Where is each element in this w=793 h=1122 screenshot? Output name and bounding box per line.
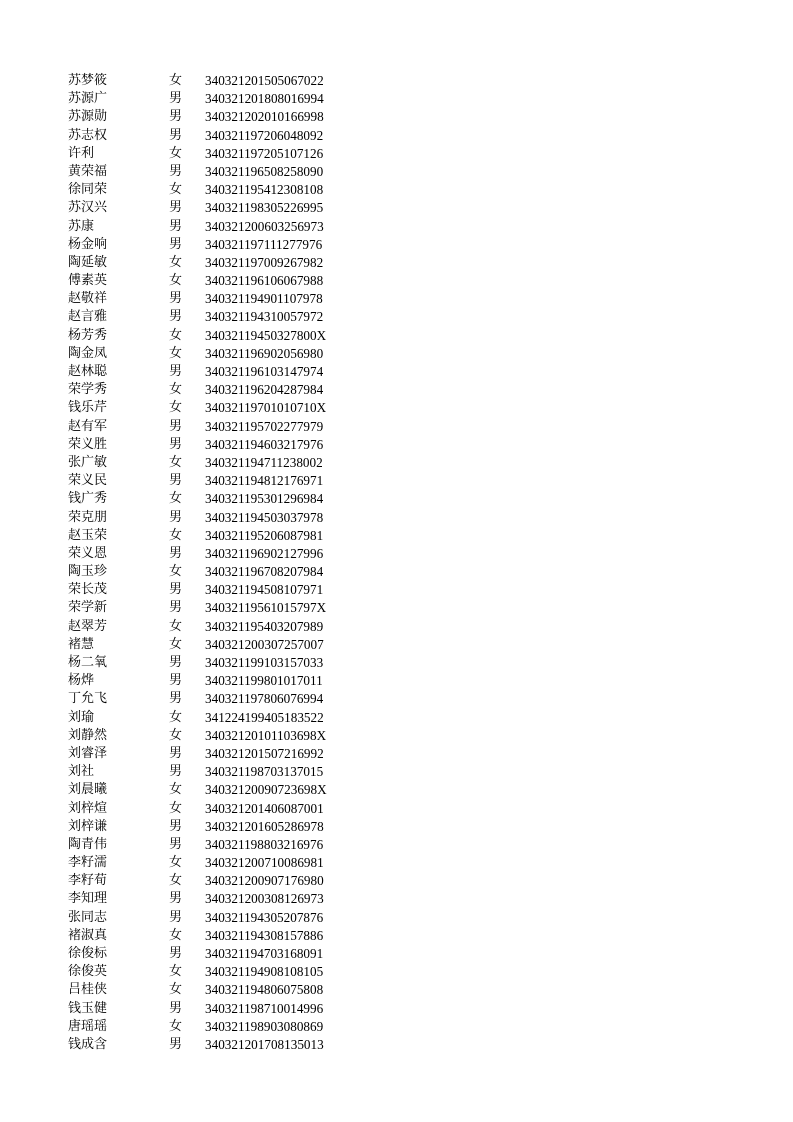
record-row <box>68 581 428 599</box>
person-name: 杨二氧 <box>68 655 108 670</box>
person-gender: 女 <box>169 182 183 198</box>
id-number: 340321195702277979 <box>205 418 324 434</box>
person-gender: 男 <box>169 418 183 434</box>
id-number: 340321194508107971 <box>205 582 324 598</box>
person-gender: 男 <box>169 127 183 143</box>
person-name: 赵言雅 <box>68 309 108 325</box>
record-row <box>68 1000 428 1018</box>
id-number: 340321196204287984 <box>205 382 324 398</box>
record-row <box>68 363 428 381</box>
record-row <box>68 490 428 508</box>
record-row <box>68 945 428 963</box>
record-row <box>68 290 428 308</box>
person-gender: 女 <box>169 636 183 652</box>
record-row <box>68 545 428 563</box>
record-row <box>68 308 428 326</box>
id-number: 340321201505067022 <box>205 73 324 88</box>
person-name: 赵玉荣 <box>68 527 108 543</box>
person-gender: 女 <box>169 145 183 161</box>
person-gender: 女 <box>169 800 183 816</box>
person-name: 荣义民 <box>68 473 108 489</box>
id-number: 340321199103157033 <box>205 655 324 670</box>
person-name: 陶青伟 <box>68 836 108 852</box>
person-gender: 男 <box>169 364 183 379</box>
record-row <box>68 599 428 617</box>
person-name: 荣学秀 <box>68 382 108 398</box>
id-number: 340321194806075808 <box>205 982 324 998</box>
record-row <box>68 563 428 581</box>
record-row <box>68 454 428 472</box>
id-number: 340321201406087001 <box>205 800 324 816</box>
person-gender: 女 <box>169 727 183 743</box>
id-number: 340321197806076994 <box>205 691 324 707</box>
id-number: 340321196902056980 <box>205 345 324 361</box>
person-name: 苏汉兴 <box>68 200 108 216</box>
id-number: 340321197009267982 <box>205 254 324 270</box>
id-number: 340321200603256973 <box>205 218 324 234</box>
record-row <box>68 72 428 90</box>
id-number: 340321196103147974 <box>205 364 324 379</box>
person-gender: 男 <box>169 91 183 107</box>
person-name: 许利 <box>68 145 95 161</box>
person-gender: 男 <box>169 673 183 689</box>
record-row <box>68 218 428 236</box>
person-gender: 女 <box>169 491 183 507</box>
person-gender: 男 <box>169 1036 183 1052</box>
person-gender: 男 <box>169 291 183 307</box>
id-number: 34032119701010710X <box>205 400 327 416</box>
person-gender: 男 <box>169 473 183 489</box>
person-gender: 男 <box>169 545 183 561</box>
id-number: 340321194812176971 <box>205 473 324 489</box>
person-name: 徐俊英 <box>68 964 108 980</box>
id-number: 340321201605286978 <box>205 818 324 834</box>
person-gender: 女 <box>169 782 183 798</box>
record-row <box>68 272 428 290</box>
person-gender: 男 <box>169 509 183 525</box>
person-gender: 男 <box>169 745 183 761</box>
person-name: 刘睿泽 <box>68 745 108 761</box>
id-number: 340321198305226995 <box>205 200 324 216</box>
record-row <box>68 836 428 854</box>
id-number: 340321194711238002 <box>205 454 323 470</box>
person-gender: 女 <box>169 327 183 343</box>
person-name: 陶延敏 <box>68 254 108 270</box>
record-row <box>68 690 428 708</box>
person-gender: 男 <box>169 909 183 925</box>
record-row <box>68 800 428 818</box>
record-row <box>68 781 428 799</box>
id-number: 340321194703168091 <box>205 946 324 961</box>
person-gender: 男 <box>169 655 183 670</box>
person-gender: 女 <box>169 73 183 88</box>
person-gender: 男 <box>169 582 183 598</box>
person-name: 丁允飞 <box>68 691 108 707</box>
person-name: 钱成含 <box>68 1036 108 1052</box>
person-name: 刘瑜 <box>68 709 95 725</box>
id-number: 340321202010166998 <box>205 109 324 125</box>
id-number: 340321196902127996 <box>205 545 324 561</box>
person-gender: 男 <box>169 818 183 834</box>
id-number: 340321195301296984 <box>205 491 324 507</box>
person-name: 赵林聪 <box>68 364 108 379</box>
person-gender: 男 <box>169 946 183 961</box>
person-gender: 男 <box>169 891 183 907</box>
record-row <box>68 1036 428 1054</box>
id-number: 340321197111277976 <box>205 236 323 252</box>
person-name: 杨金响 <box>68 236 108 252</box>
id-number: 340321200308126973 <box>205 891 324 907</box>
record-row <box>68 381 428 399</box>
person-gender: 男 <box>169 163 183 179</box>
person-name: 钱乐芹 <box>68 400 108 416</box>
record-row <box>68 890 428 908</box>
record-row <box>68 709 428 727</box>
person-gender: 男 <box>169 236 183 252</box>
person-name: 徐同荣 <box>68 182 108 198</box>
person-name: 苏志权 <box>68 127 108 143</box>
person-gender: 女 <box>169 345 183 361</box>
id-number: 340321198703137015 <box>205 764 324 780</box>
person-gender: 女 <box>169 855 183 871</box>
id-number: 340321198710014996 <box>205 1000 324 1016</box>
person-name: 赵翠芳 <box>68 618 108 634</box>
id-number: 340321199801017011 <box>205 673 323 689</box>
record-row <box>68 727 428 745</box>
person-name: 张广敏 <box>68 454 108 470</box>
id-number: 340321198803216976 <box>205 836 324 852</box>
person-gender: 女 <box>169 618 183 634</box>
record-row <box>68 163 428 181</box>
person-name: 张同志 <box>68 909 108 925</box>
id-number: 340321194310057972 <box>205 309 324 325</box>
record-row <box>68 399 428 417</box>
id-number: 340321194603217976 <box>205 436 324 452</box>
person-name: 赵有军 <box>68 418 108 434</box>
id-number: 340321197205107126 <box>205 145 324 161</box>
person-name: 陶金凤 <box>68 345 108 361</box>
person-name: 陶玉珍 <box>68 564 108 580</box>
person-gender: 男 <box>169 218 183 234</box>
person-gender: 男 <box>169 764 183 780</box>
id-number: 34032119450327800X <box>205 327 327 343</box>
id-number: 341224199405183522 <box>205 709 324 725</box>
person-name: 苏源勋 <box>68 109 108 125</box>
person-gender: 女 <box>169 964 183 980</box>
id-number: 340321194308157886 <box>205 927 324 943</box>
person-gender: 女 <box>169 254 183 270</box>
id-number: 340321198903080869 <box>205 1018 324 1034</box>
person-name: 褚淑真 <box>68 927 108 943</box>
person-gender: 女 <box>169 400 183 416</box>
person-name: 唐瑶瑶 <box>68 1018 108 1034</box>
person-gender: 女 <box>169 527 183 543</box>
person-name: 刘静然 <box>68 727 108 743</box>
record-row <box>68 418 428 436</box>
person-name: 傅素英 <box>68 273 108 289</box>
person-name: 吕桂侠 <box>68 982 108 998</box>
record-row <box>68 672 428 690</box>
record-row <box>68 745 428 763</box>
person-gender: 男 <box>169 436 183 452</box>
person-gender: 女 <box>169 564 183 580</box>
person-name: 荣义恩 <box>68 545 108 561</box>
id-number: 34032119561015797X <box>205 600 327 616</box>
record-row <box>68 981 428 999</box>
record-row <box>68 145 428 163</box>
record-row <box>68 345 428 363</box>
record-row <box>68 90 428 108</box>
id-number: 340321194901107978 <box>205 291 323 307</box>
person-name: 杨芳秀 <box>68 327 108 343</box>
id-number: 340321200307257007 <box>205 636 324 652</box>
record-row <box>68 436 428 454</box>
id-number: 340321201507216992 <box>205 745 324 761</box>
record-row <box>68 236 428 254</box>
person-name: 徐俊标 <box>68 946 108 961</box>
record-row <box>68 254 428 272</box>
person-name: 刘梓谦 <box>68 818 108 834</box>
person-name: 李籽濡 <box>68 855 108 871</box>
id-number: 340321200907176980 <box>205 873 324 889</box>
person-gender: 女 <box>169 382 183 398</box>
id-number: 340321197206048092 <box>205 127 324 143</box>
record-row <box>68 636 428 654</box>
person-name: 苏梦筱 <box>68 73 108 88</box>
record-row <box>68 618 428 636</box>
person-name: 荣克朋 <box>68 509 108 525</box>
person-name: 褚慧 <box>68 636 95 652</box>
record-row <box>68 181 428 199</box>
id-number: 340321201808016994 <box>205 91 324 107</box>
person-gender: 男 <box>169 1000 183 1016</box>
person-name: 杨烨 <box>68 673 95 689</box>
person-gender: 女 <box>169 982 183 998</box>
person-gender: 男 <box>169 836 183 852</box>
id-number: 340321196508258090 <box>205 163 324 179</box>
person-name: 赵敬祥 <box>68 291 108 307</box>
record-row <box>68 654 428 672</box>
person-name: 李知理 <box>68 891 108 907</box>
id-number: 34032120090723698X <box>205 782 327 798</box>
record-list <box>68 72 428 1054</box>
record-row <box>68 472 428 490</box>
person-name: 钱广秀 <box>68 491 108 507</box>
person-gender: 女 <box>169 1018 183 1034</box>
id-number: 340321194908108105 <box>205 964 324 980</box>
person-gender: 女 <box>169 273 183 289</box>
record-row <box>68 927 428 945</box>
id-number: 340321200710086981 <box>205 855 324 871</box>
person-gender: 女 <box>169 873 183 889</box>
person-name: 荣长茂 <box>68 582 108 598</box>
person-name: 刘晨曦 <box>68 782 108 798</box>
id-number: 340321194503037978 <box>205 509 324 525</box>
id-number: 34032120101103698X <box>205 727 327 743</box>
record-row <box>68 909 428 927</box>
id-number: 340321196106067988 <box>205 273 324 289</box>
record-row <box>68 763 428 781</box>
person-gender: 男 <box>169 600 183 616</box>
person-name: 黄荣福 <box>68 163 108 179</box>
person-name: 刘社 <box>68 764 95 780</box>
record-row <box>68 108 428 126</box>
record-row <box>68 963 428 981</box>
person-name: 李籽荀 <box>68 873 108 889</box>
person-name: 钱玉健 <box>68 1000 108 1016</box>
record-row <box>68 1018 428 1036</box>
person-gender: 女 <box>169 709 183 725</box>
record-row <box>68 127 428 145</box>
person-gender: 男 <box>169 309 183 325</box>
record-row <box>68 872 428 890</box>
record-row <box>68 527 428 545</box>
person-name: 刘梓煊 <box>68 800 108 816</box>
id-number: 340321195412308108 <box>205 182 324 198</box>
id-number: 340321196708207984 <box>205 564 324 580</box>
record-row <box>68 327 428 345</box>
id-number: 340321194305207876 <box>205 909 324 925</box>
id-number: 340321201708135013 <box>205 1036 324 1052</box>
record-row <box>68 818 428 836</box>
record-row <box>68 854 428 872</box>
person-gender: 男 <box>169 109 183 125</box>
record-row <box>68 199 428 217</box>
person-gender: 男 <box>169 200 183 216</box>
id-number: 340321195403207989 <box>205 618 324 634</box>
person-gender: 女 <box>169 927 183 943</box>
person-gender: 男 <box>169 691 183 707</box>
person-name: 荣学新 <box>68 600 108 616</box>
id-number: 340321195206087981 <box>205 527 324 543</box>
record-row <box>68 509 428 527</box>
person-name: 苏康 <box>68 218 95 234</box>
person-name: 荣义胜 <box>68 436 108 452</box>
person-name: 苏源广 <box>68 91 108 107</box>
person-gender: 女 <box>169 454 183 470</box>
